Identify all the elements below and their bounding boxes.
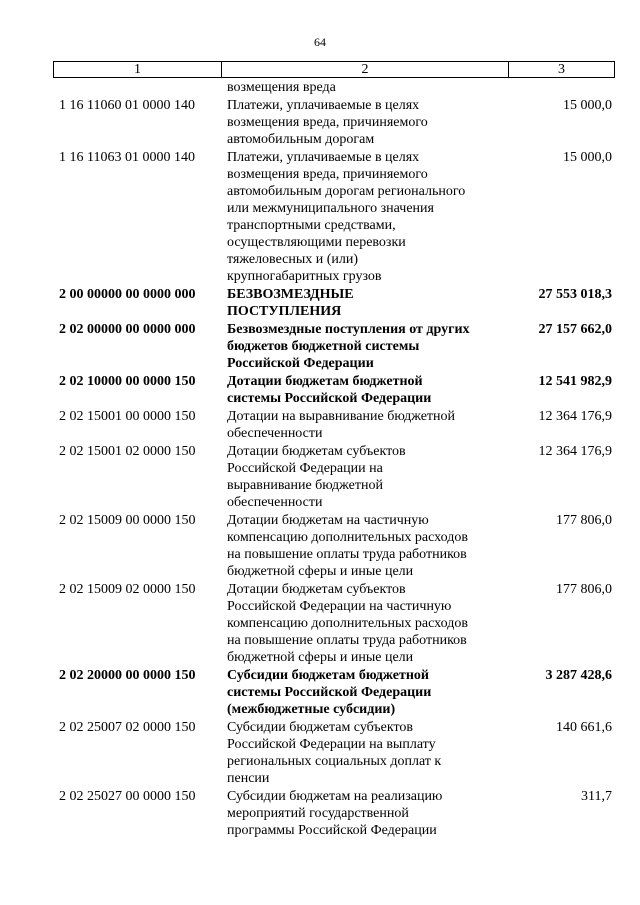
row-description: Дотации бюджетам на частичную компенсацию дополнительных расходов на повышение оплаты труда работников бюджетной сферы и иные цели	[227, 513, 468, 579]
row-code	[53, 79, 225, 96]
table-row	[53, 512, 615, 580]
row-amount: 12 541 982,9	[538, 374, 612, 389]
row-amount: 140 661,6	[556, 720, 612, 735]
table-row	[53, 321, 615, 372]
row-amount: 177 806,0	[556, 582, 612, 597]
row-description: Дотации бюджетам бюджетной системы Российской Федерации	[227, 374, 432, 406]
row-amount: 15 000,0	[563, 98, 612, 113]
row-description: Субсидии бюджетам на реализацию мероприятий государственной программы Российской Федерации	[227, 789, 443, 838]
budget-table-body	[53, 79, 615, 840]
row-code: 2 02 20000 00 0000 150	[59, 668, 196, 683]
row-amount: 27 553 018,3	[538, 287, 612, 302]
header-col-2: 2	[222, 62, 509, 77]
row-code: 2 02 10000 00 0000 150	[59, 374, 196, 389]
row-code: 1 16 11063 01 0000 140	[59, 150, 195, 165]
table-header	[53, 61, 615, 78]
row-description: Дотации на выравнивание бюджетной обеспеченности	[227, 409, 456, 441]
row-description: БЕЗВОЗМЕЗДНЫЕ ПОСТУПЛЕНИЯ	[227, 287, 354, 319]
row-code: 2 02 00000 00 0000 000	[59, 322, 196, 337]
row-description: Субсидии бюджетам бюджетной системы Российской Федерации (межбюджетные субсидии)	[227, 668, 432, 717]
table-row	[53, 97, 615, 148]
row-code: 2 02 15009 00 0000 150	[59, 513, 196, 528]
row-code: 2 02 15001 02 0000 150	[59, 444, 196, 459]
row-description: Платежи, уплачиваемые в целях возмещения вреда, причиняемого автомобильным дорогам	[227, 98, 428, 147]
table-row	[53, 719, 615, 787]
page-number: 64	[314, 35, 326, 49]
row-amount: 311,7	[581, 789, 612, 804]
row-amount: 12 364 176,9	[538, 444, 612, 459]
table-row	[53, 286, 615, 320]
row-description: Дотации бюджетам субъектов Российской Федерации на частичную компенсацию дополнительных расходов на повышение оплаты труда работников бюджетной сферы и иные цели	[227, 582, 468, 665]
row-description: Безвозмездные поступления от других бюджетов бюджетной системы Российской Федерации	[227, 322, 470, 371]
row-description: Субсидии бюджетам субъектов Российской Федерации на выплату региональных социальных доплат к пенсии	[227, 720, 442, 786]
table-row	[53, 443, 615, 511]
table-row	[53, 373, 615, 407]
table-row	[53, 79, 615, 96]
row-code: 2 02 25027 00 0000 150	[59, 789, 196, 804]
row-amount: 3 287 428,6	[545, 668, 612, 683]
row-amount	[507, 79, 615, 96]
table-row	[53, 667, 615, 718]
row-amount: 12 364 176,9	[538, 409, 612, 424]
table-row	[53, 408, 615, 442]
row-code: 2 00 00000 00 0000 000	[59, 287, 196, 302]
header-col-1: 1	[54, 62, 222, 77]
table-row	[53, 149, 615, 285]
row-amount: 177 806,0	[556, 513, 612, 528]
row-description: Дотации бюджетам субъектов Российской Федерации на выравнивание бюджетной обеспеченности	[227, 444, 406, 510]
row-code: 1 16 11060 01 0000 140	[59, 98, 195, 113]
row-code: 2 02 15009 02 0000 150	[59, 582, 196, 597]
row-amount: 27 157 662,0	[538, 322, 612, 337]
row-amount: 15 000,0	[563, 150, 612, 165]
header-col-3: 3	[558, 62, 565, 77]
row-code: 2 02 25007 02 0000 150	[59, 720, 196, 735]
row-description: Платежи, уплачиваемые в целях возмещения вреда, причиняемого автомобильным дорогам регионального или межмуниципального значения транспортными средствами, осуществляющими перевозки тяжеловесных и (или) крупногабаритных грузов	[227, 150, 466, 284]
row-description: возмещения вреда	[227, 80, 336, 95]
row-code: 2 02 15001 00 0000 150	[59, 409, 196, 424]
table-row	[53, 581, 615, 666]
table-row	[53, 788, 615, 839]
